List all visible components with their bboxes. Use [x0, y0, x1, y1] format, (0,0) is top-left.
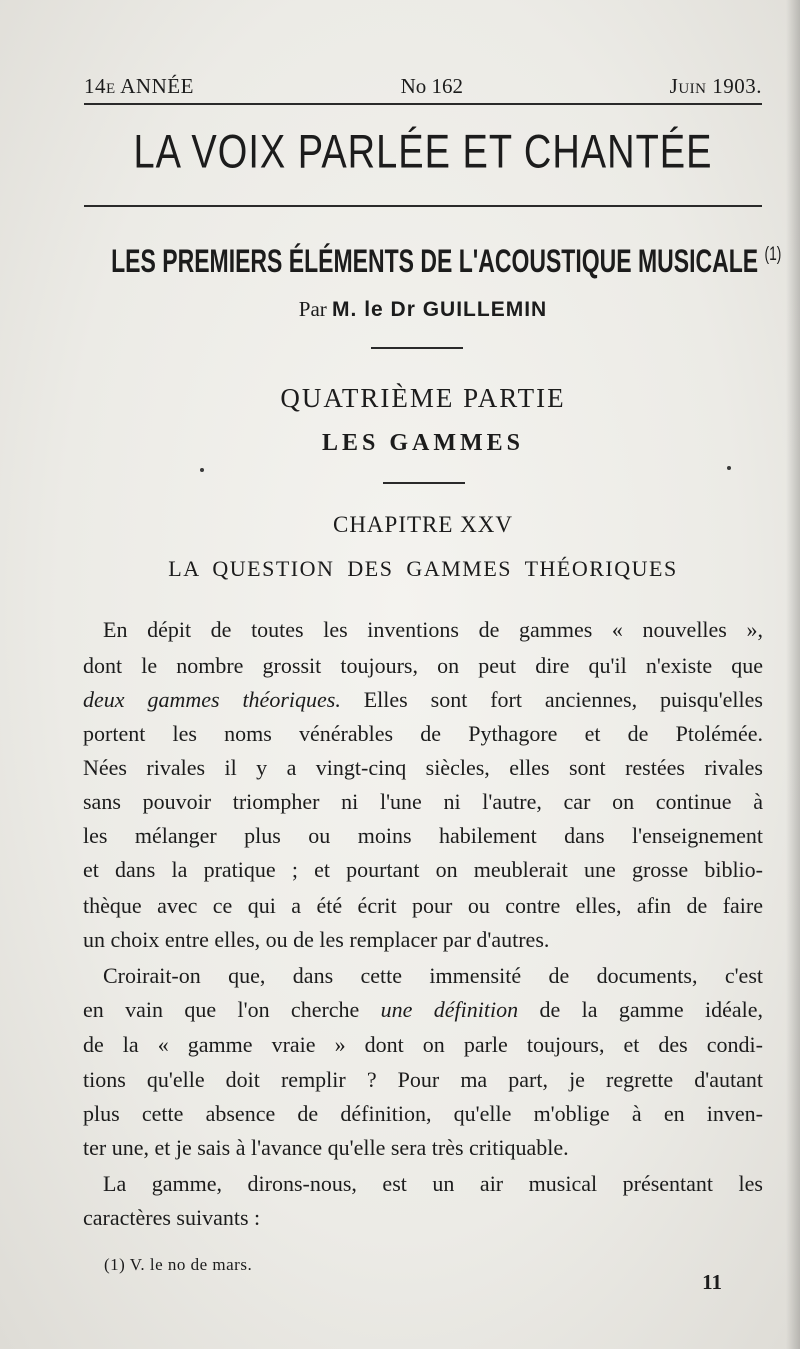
running-header: [84, 74, 762, 99]
header-rule: [84, 103, 762, 105]
paragraph-line: portent les noms vénérables de Pythagore et de Ptolémée.: [83, 721, 763, 746]
paragraph-line: plus cette absence de définition, qu'elle m'oblige à en inven-: [83, 1101, 763, 1126]
header-number: No 162: [400, 74, 463, 98]
emphasis-text: deux gammes théoriques.: [83, 687, 341, 712]
paragraph-line: dont le nombre grossit toujours, on peut dire qu'il n'existe que: [83, 653, 763, 678]
byline-rule: [371, 347, 463, 349]
header-date: Juin 1903.: [669, 74, 762, 98]
paragraph-line: sans pouvoir triompher ni l'une ni l'autre, car on continue à: [83, 789, 763, 814]
paragraph-line: tions qu'elle doit remplir ? Pour ma part, je regrette d'autant: [83, 1067, 763, 1092]
paragraph-line: un choix entre elles, ou de les remplacer par d'autres.: [83, 927, 550, 952]
chapter-title: LA QUESTION DES GAMMES THÉORIQUES: [168, 556, 678, 581]
article-title-text: LES PREMIERS ÉLÉMENTS DE L'ACOUSTIQUE MUSICALE: [111, 243, 759, 280]
section-rule: [383, 482, 465, 484]
byline-prefix: Par: [298, 297, 327, 321]
section-heading: LES GAMMES: [321, 430, 525, 456]
paragraph-line: ter une, et je sais à l'avance qu'elle sera très critiquable.: [83, 1135, 569, 1160]
chapter-heading: CHAPITRE XXV: [332, 512, 514, 537]
paragraph-line: en vain que l'on cherche une définition de la gamme idéale,: [83, 997, 763, 1022]
print-speck: [200, 468, 204, 472]
paragraph-line: thèque avec ce qui a été écrit pour ou contre elles, afin de faire: [83, 893, 763, 918]
emphasis-text: une définition: [380, 997, 519, 1022]
paragraph-line: caractères suivants :: [83, 1205, 261, 1230]
print-speck: [727, 466, 731, 470]
paragraph-line: Croirait-on que, dans cette immensité de documents, c'est: [103, 963, 763, 988]
paragraph-line: de la « gamme vraie » dont on parle toujours, et des condi-: [83, 1032, 763, 1057]
paragraph-line: deux gammes théoriques. Elles sont fort anciennes, puisqu'elles: [83, 687, 763, 712]
footnote: (1) V. le no de mars.: [104, 1255, 253, 1274]
journal-title: LA VOIX PARLÉE ET CHANTÉE: [133, 126, 713, 179]
part-heading: QUATRIÈME PARTIE: [280, 383, 566, 413]
paragraph-line: Nées rivales il y a vingt-cinq siècles, elles sont restées rivales: [83, 755, 763, 780]
page-number: 11: [702, 1270, 722, 1294]
article-title: [111, 243, 782, 281]
paragraph-line: et dans la pratique ; et pourtant on meublerait une grosse biblio-: [83, 857, 763, 882]
footnote-reference: (1): [764, 243, 782, 266]
page-edge-shadow: [786, 0, 800, 1349]
author-name: M. le Dr GUILLEMIN: [332, 298, 548, 321]
paragraph-line: les mélanger plus ou moins habilement dans l'enseignement: [83, 823, 763, 848]
paragraph-line: En dépit de toutes les inventions de gammes « nouvelles »,: [103, 617, 763, 642]
paragraph-line: La gamme, dirons-nous, est un air musical présentant les: [103, 1171, 763, 1196]
title-rule: [84, 205, 762, 207]
byline: [84, 297, 762, 322]
header-year: 14e ANNÉE: [84, 74, 194, 98]
